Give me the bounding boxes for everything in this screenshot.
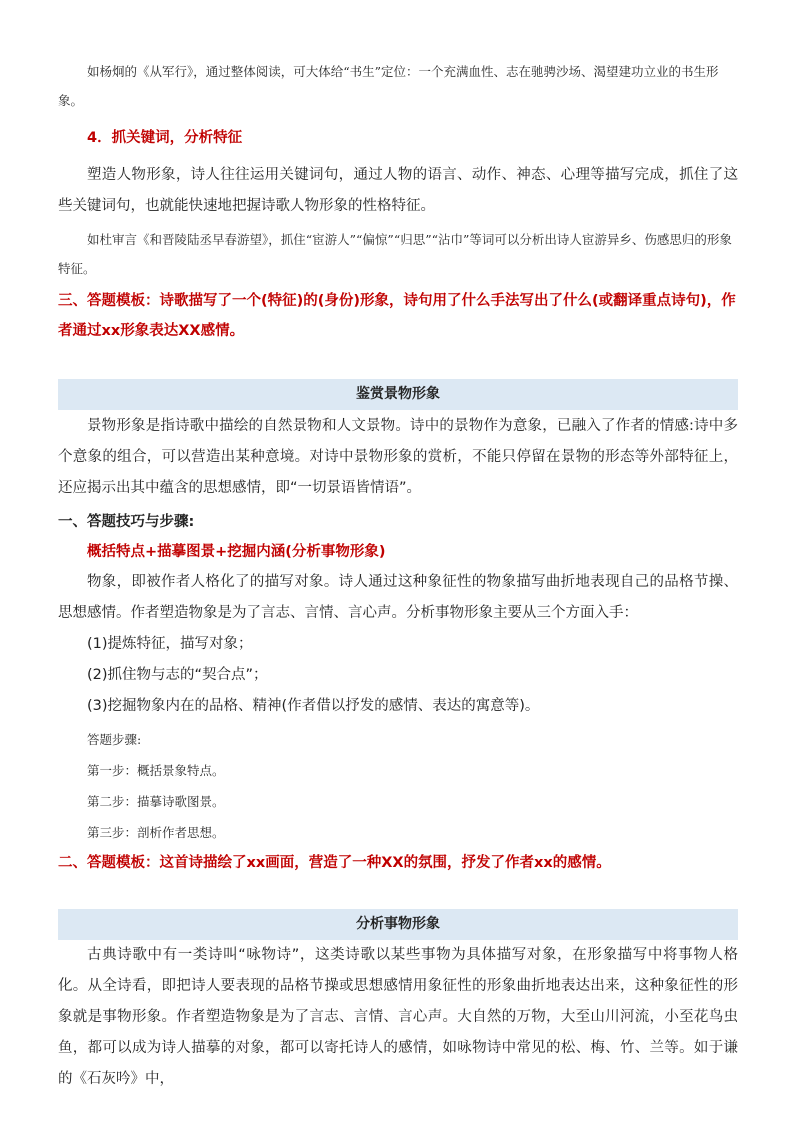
- section-band-object: [58, 909, 738, 940]
- step-3: 第三步：剖析作者思想。: [87, 825, 225, 840]
- object-description: 物象，即被作者人格化了的描写对象。诗人通过这种象征性的物象描写曲折地表现自己的品格节操、思想感情。作者塑造物象是为了言志、言情、言心声。分析事物形象主要从三个方面入手：: [58, 574, 738, 621]
- scene-answer-template: 二、答题模板：这首诗描绘了xx画面，营造了一种XX的氛围，抒发了作者xx的感情。: [58, 855, 611, 871]
- skills-heading: 一、答题技巧与步骤:: [58, 514, 195, 530]
- example-du-shenyan: 如杜审言《和晋陵陆丞早春游望》，抓住“宦游人”“偏惊”“归思”“沾巾”等词可以分析出诗人宦游异乡、伤感思归的形象特征。: [58, 232, 732, 276]
- step-2: 第二步：描摹诗歌图景。: [87, 794, 225, 809]
- example-yang-jiong: 如杨炯的《从军行》，通过整体阅读，可大体给“书生”定位：一个充满血性、志在驰骋沙场、渴望建功立业的书生形象。: [58, 64, 719, 108]
- section-title-scene: 鉴赏景物形象: [356, 386, 440, 402]
- scene-intro: 景物形象是指诗歌中描绘的自然景物和人文景物。诗中的景物作为意象，已融入了作者的情感:诗中多个意象的组合，可以营造出某种意境。对诗中景物形象的赏析，不能只停留在景物的形态等外部特征上，还应揭示出其中蕴含的思想感情，即“一切景语皆情语”。: [58, 418, 738, 496]
- skills-subheading: 概括特点+描摹图景+挖掘内涵(分析事物形象): [87, 544, 386, 560]
- point-1: (1)提炼特征，描写对象；: [87, 636, 253, 652]
- section-title-object: 分析事物形象: [356, 916, 440, 932]
- person-answer-template: 三、答题模板：诗歌描写了一个(特征)的(身份)形象，诗句用了什么手法写出了什么(或翻译重点诗句)，作者通过xx形象表达XX感情。: [58, 293, 736, 339]
- object-intro: 古典诗歌中有一类诗叫“咏物诗”，这类诗歌以某些事物为具体描写对象，在形象描写中将事物人格化。从全诗看，即把诗人要表现的品格节操或思想感情用象征性的形象曲折地表达出来，这种象征性的形象就是事物形象。作者塑造物象是为了言志、言情、言心声。大自然的万物，大至山川河流，小至花鸟虫鱼，都可以成为诗人描摹的对象，都可以寄托诗人的感情，如咏物诗中常见的松、梅、竹、兰等。如于谦的《石灰吟》中，: [58, 947, 738, 1087]
- point-3: (3)挖掘物象内在的品格、精神(作者借以抒发的感情、表达的寓意等)。: [87, 698, 540, 714]
- point-2: (2)抓住物与志的“契合点”；: [87, 667, 268, 683]
- step-1: 第一步：概括景象特点。: [87, 763, 225, 778]
- method-4-heading: 4．抓关键词，分析特征: [87, 130, 243, 146]
- section-band-scene: [58, 379, 738, 410]
- steps-label: 答题步骤:: [87, 732, 142, 747]
- method-4-text: 塑造人物形象，诗人往往运用关键词句，通过人物的语言、动作、神态、心理等描写完成，抓住了这些关键词句，也就能快速地把握诗歌人物形象的性格特征。: [58, 167, 738, 214]
